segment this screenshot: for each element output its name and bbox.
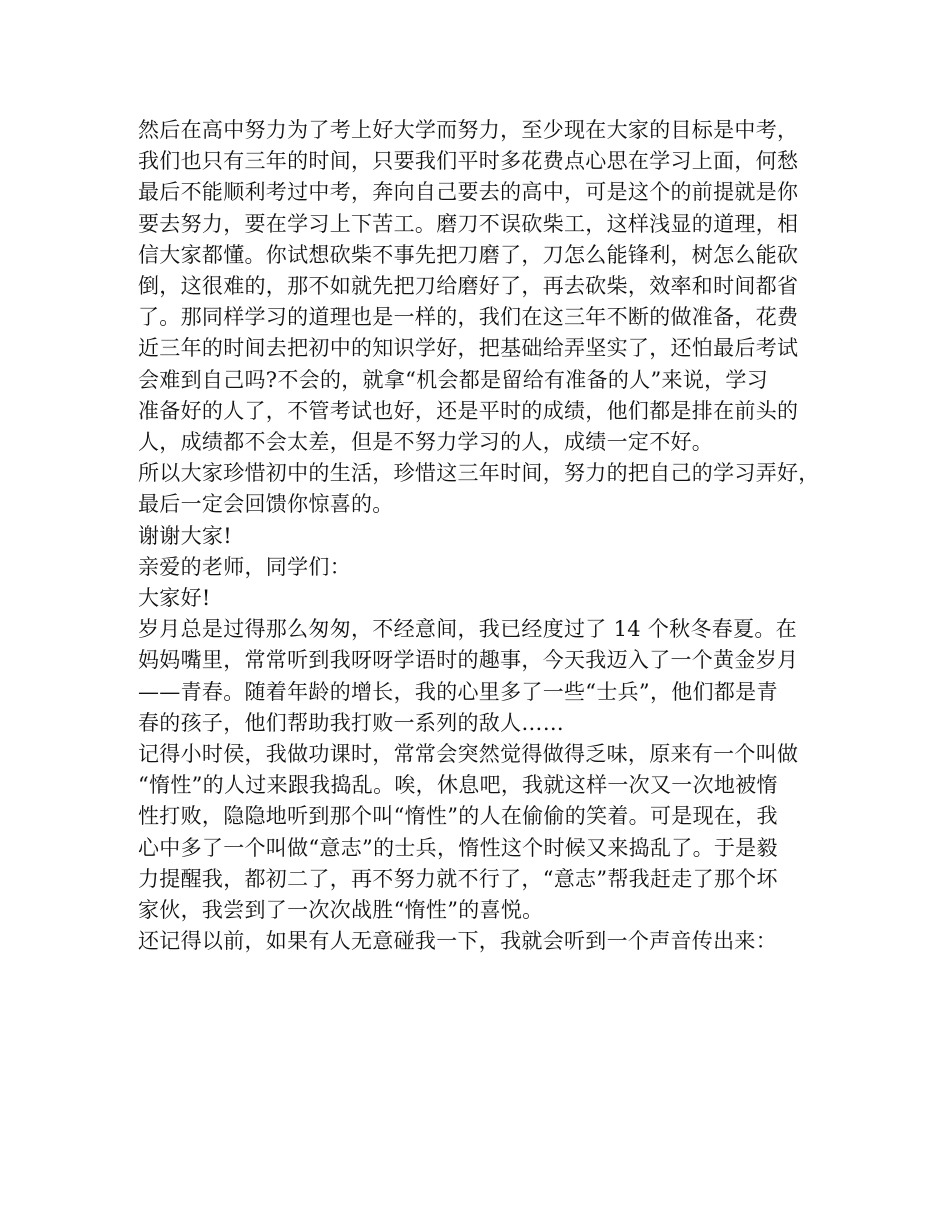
text-line: 大家好! [138,586,211,611]
text-line: “惰性”的人过来跟我捣乱。唉，休息吧，我就这样一次又一次地被惰 [138,773,778,798]
text-line: 谢谢大家! [138,523,232,548]
text-line: 性打败，隐隐地听到那个叫“惰性”的人在偷偷的笑着。可是现在，我 [138,804,778,829]
text-line: 心中多了一个叫做“意志”的士兵，惰性这个时候又来捣乱了。于是毅 [138,835,778,860]
text-line: 我们也只有三年的时间，只要我们平时多花费点心思在学习上面，何愁 [138,149,799,174]
text-line: 所以大家珍惜初中的生活，珍惜这三年时间，努力的把自己的学习弄好， [138,461,820,486]
text-line: 然后在高中努力为了考上好大学而努力，至少现在大家的目标是中考， [138,118,799,142]
text-line: 倒，这很难的，那不如就先把刀给磨好了，再去砍柴，效率和时间都省 [138,274,799,299]
text-line: 妈妈嘴里，常常听到我呀呀学语时的趣事，今天我迈入了一个黄金岁月 [138,648,799,673]
document-page [138,115,828,957]
text-line: 还记得以前，如果有人无意碰我一下，我就会听到一个声音传出来： [138,929,777,954]
text-line: 春的孩子，他们帮助我打败一系列的敌人…… [138,710,564,735]
text-line: 力提醒我，都初二了，再不努力就不行了，“意志”帮我赶走了那个坏 [138,866,778,891]
text-line: 亲爱的老师，同学们： [138,554,351,579]
text-line: 记得小时侯，我做功课时，常常会突然觉得做得乏味，原来有一个叫做 [138,742,799,767]
text-line: 了。那同样学习的道理也是一样的，我们在这三年不断的做准备，花费 [138,305,799,330]
text-line: 近三年的时间去把初中的知识学好，把基础给弄坚实了，还怕最后考试 [138,336,799,361]
text-line: 人，成绩都不会太差，但是不努力学习的人，成绩一定不好。 [138,430,714,455]
text-line: 最后一定会回馈你惊喜的。 [138,492,394,517]
text-line: 会难到自己吗?不会的，就拿“机会都是留给有准备的人”来说，学习 [138,367,769,392]
text-line: 家伙，我尝到了一次次战胜“惰性”的喜悦。 [138,898,544,923]
text-line: 岁月总是过得那么匆匆，不经意间，我已经度过了 14 个秋冬春夏。在 [138,617,797,642]
text-line: 准备好的人了，不管考试也好，还是平时的成绩，他们都是排在前头的 [138,398,799,423]
text-line: 要去努力，要在学习上下苦工。磨刀不误砍柴工，这样浅显的道理，相 [138,211,799,236]
text-line: 最后不能顺利考过中考，奔向自己要去的高中，可是这个的前提就是你 [138,180,799,205]
text-line: ——青春。随着年龄的增长，我的心里多了一些“士兵”，他们都是青 [138,679,778,704]
text-line: 信大家都懂。你试想砍柴不事先把刀磨了，刀怎么能锋利，树怎么能砍 [138,242,799,267]
